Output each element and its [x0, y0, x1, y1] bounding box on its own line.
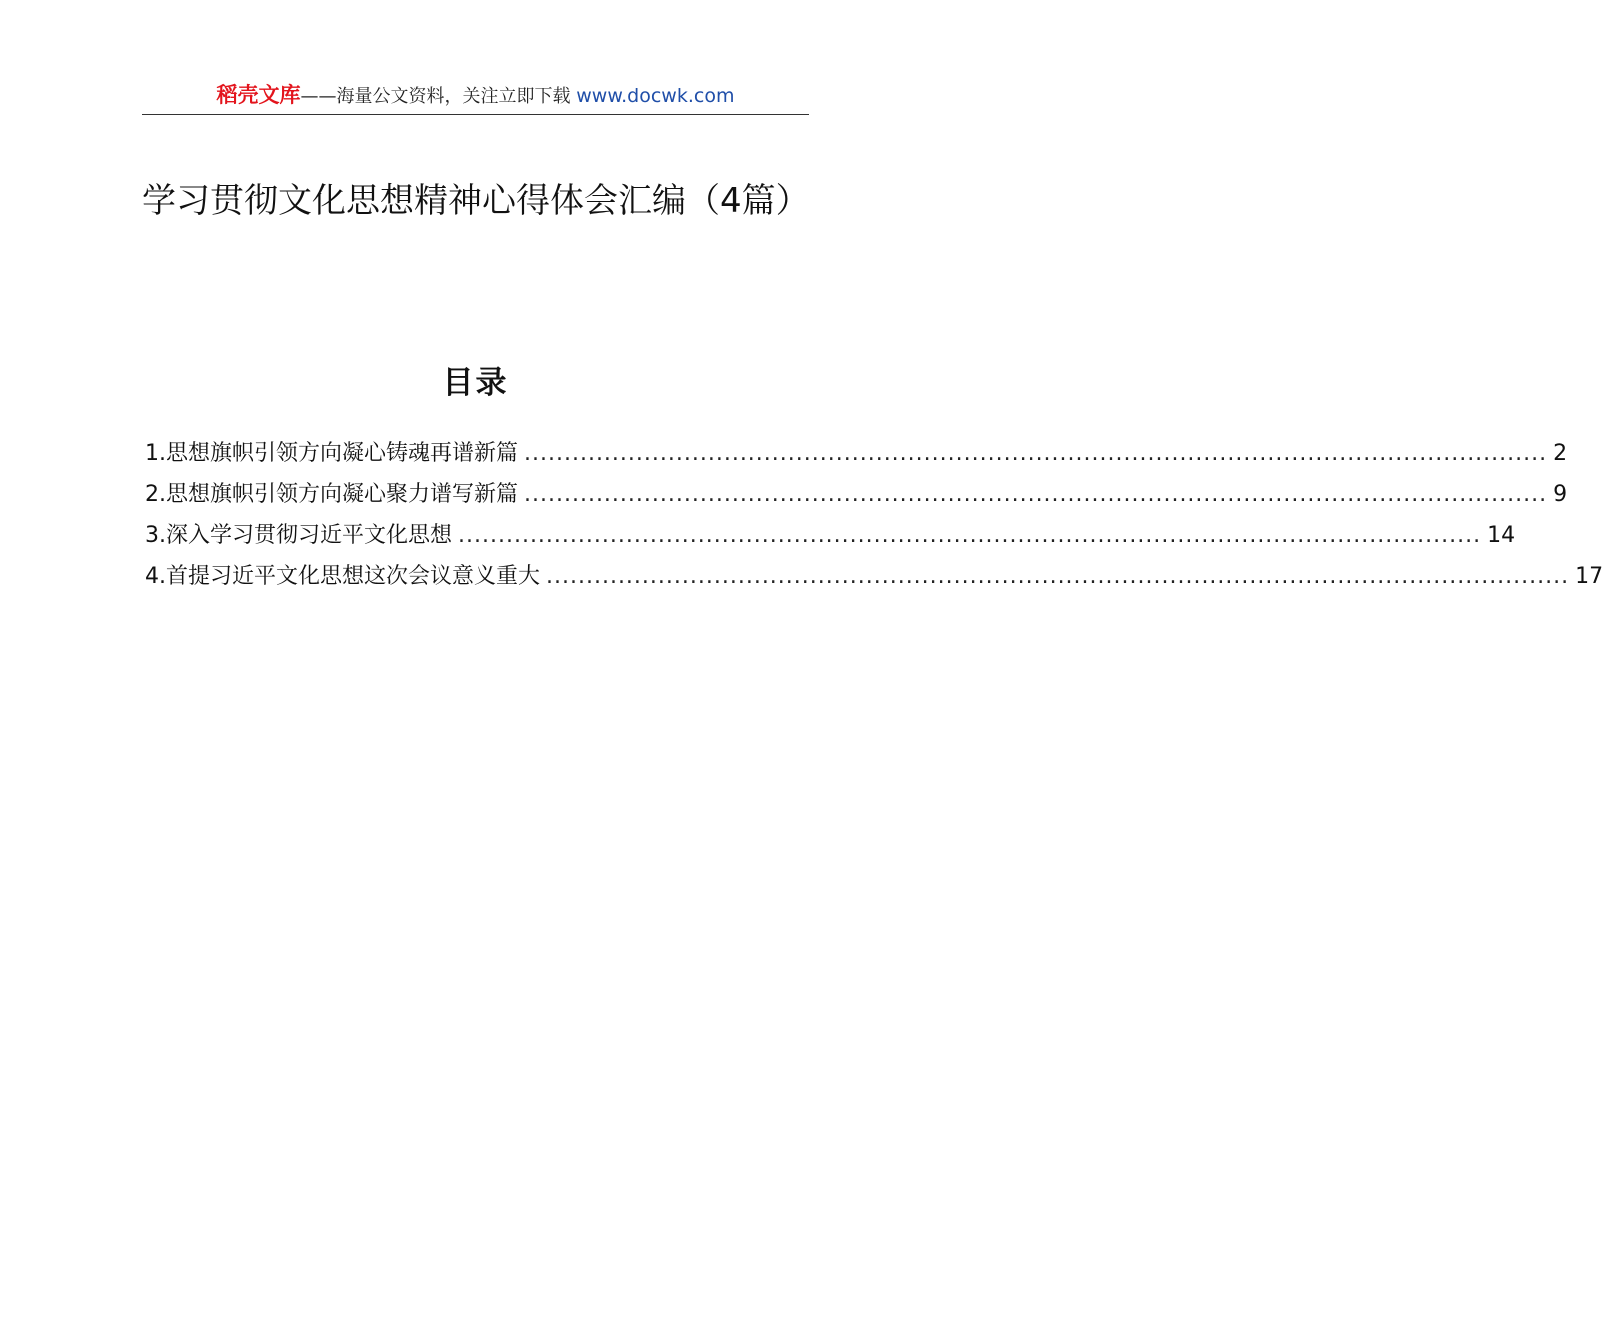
toc-entry[interactable] — [145, 433, 1568, 474]
document-title — [142, 172, 809, 230]
toc-entry-page: 14 — [1487, 523, 1516, 548]
toc-entry-label: 3.深入学习贯彻习近平文化思想 — [145, 523, 452, 548]
toc-heading: 目录 — [442, 365, 509, 401]
toc-entry[interactable] — [145, 515, 1516, 556]
toc-entry-label: 4.首提习近平文化思想这次会议意义重大 — [145, 564, 540, 589]
toc-dot-leader: ................................................................................................................................ — [524, 482, 1548, 507]
toc-entry-label: 2.思想旗帜引领方向凝心聚力谱写新篇 — [145, 482, 518, 507]
document-title-text: 学习贯彻文化思想精神心得体会汇编（4篇） — [142, 181, 810, 221]
toc-entry-page: 17 — [1575, 564, 1603, 589]
toc-entry[interactable] — [145, 474, 1568, 515]
table-of-contents — [145, 433, 1603, 597]
toc-entry-page: 2 — [1553, 441, 1568, 466]
toc-dot-leader: ................................................................................................................................ — [458, 523, 1482, 548]
toc-entry-page: 9 — [1553, 482, 1568, 507]
site-url-link[interactable]: www.docwk.com — [576, 85, 735, 107]
brand-name: 稻壳文库 — [216, 83, 301, 107]
toc-entry-label: 1.思想旗帜引领方向凝心铸魂再谱新篇 — [145, 441, 518, 466]
page-header — [142, 78, 809, 115]
header-tagline: ——海量公文资料，关注立即下载 — [300, 86, 571, 107]
toc-dot-leader: ................................................................................................................................ — [546, 564, 1570, 589]
toc-dot-leader: ................................................................................................................................ — [524, 441, 1548, 466]
toc-entry[interactable] — [145, 556, 1603, 597]
